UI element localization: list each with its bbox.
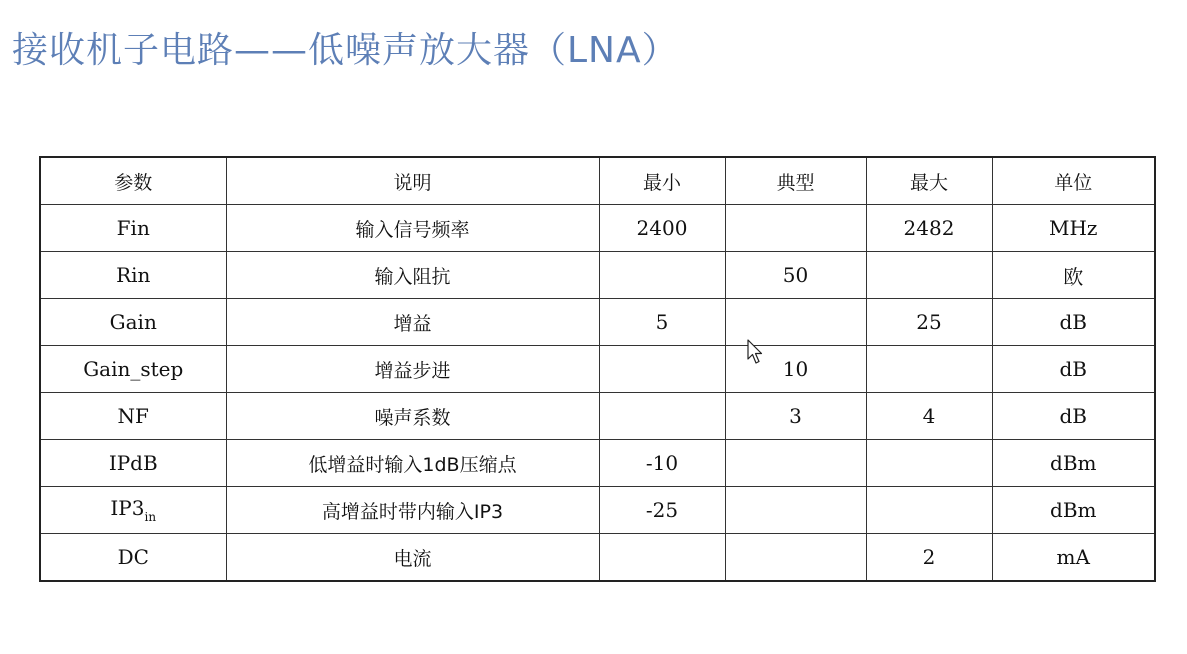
header-min: 最小 xyxy=(599,157,725,205)
cell-min xyxy=(599,393,725,440)
cell-min xyxy=(599,534,725,582)
cell-desc: 噪声系数 xyxy=(226,393,599,440)
cell-min xyxy=(599,252,725,299)
cell-desc: 高增益时带内输入IP3 xyxy=(226,487,599,534)
cell-unit: dBm xyxy=(992,440,1155,487)
cell-max xyxy=(866,252,992,299)
cell-desc: 输入信号频率 xyxy=(226,205,599,252)
param-name: IP3 xyxy=(110,496,145,520)
header-param: 参数 xyxy=(40,157,226,205)
header-unit: 单位 xyxy=(992,157,1155,205)
param-subscript: in xyxy=(144,510,157,524)
table-row xyxy=(40,299,1155,346)
cell-param xyxy=(40,252,226,299)
cell-min xyxy=(599,346,725,393)
param-name: Gain_step xyxy=(83,357,184,381)
table-row xyxy=(40,440,1155,487)
table-row xyxy=(40,393,1155,440)
table-row xyxy=(40,205,1155,252)
cell-typ xyxy=(725,205,866,252)
cell-unit: mA xyxy=(992,534,1155,582)
param-name: Rin xyxy=(116,263,151,287)
header-max: 最大 xyxy=(866,157,992,205)
cell-unit: 欧 xyxy=(992,252,1155,299)
cell-max: 4 xyxy=(866,393,992,440)
cell-unit: dBm xyxy=(992,487,1155,534)
cell-unit: MHz xyxy=(992,205,1155,252)
page-title: 接收机子电路——低噪声放大器（LNA） xyxy=(12,30,679,71)
cell-max xyxy=(866,346,992,393)
table-row xyxy=(40,346,1155,393)
cell-param xyxy=(40,534,226,582)
param-name: IPdB xyxy=(108,451,158,475)
cell-min: -25 xyxy=(599,487,725,534)
param-name: Fin xyxy=(116,216,150,240)
cell-desc: 输入阻抗 xyxy=(226,252,599,299)
cell-min: -10 xyxy=(599,440,725,487)
cell-param xyxy=(40,440,226,487)
cell-desc: 电流 xyxy=(226,534,599,582)
cell-desc: 增益步进 xyxy=(226,346,599,393)
cell-param xyxy=(40,393,226,440)
param-name: NF xyxy=(117,404,149,428)
cell-max: 2482 xyxy=(866,205,992,252)
table-row xyxy=(40,487,1155,534)
cell-max: 25 xyxy=(866,299,992,346)
param-name: DC xyxy=(117,545,149,569)
cell-max xyxy=(866,440,992,487)
cell-min: 2400 xyxy=(599,205,725,252)
table-row xyxy=(40,534,1155,582)
cell-unit: dB xyxy=(992,346,1155,393)
mouse-pointer-icon xyxy=(747,339,765,367)
cell-param xyxy=(40,205,226,252)
cell-max: 2 xyxy=(866,534,992,582)
header-typ: 典型 xyxy=(725,157,866,205)
cell-typ: 10 xyxy=(725,346,866,393)
cell-desc: 低增益时输入1dB压缩点 xyxy=(226,440,599,487)
cell-typ xyxy=(725,440,866,487)
cell-param xyxy=(40,346,226,393)
table-row xyxy=(40,252,1155,299)
cell-unit: dB xyxy=(992,393,1155,440)
cell-param xyxy=(40,299,226,346)
cell-typ xyxy=(725,487,866,534)
table-header-row xyxy=(40,157,1155,205)
table-body xyxy=(40,205,1155,582)
cell-desc: 增益 xyxy=(226,299,599,346)
param-name: Gain xyxy=(109,310,157,334)
cell-typ: 50 xyxy=(725,252,866,299)
cell-max xyxy=(866,487,992,534)
header-desc: 说明 xyxy=(226,157,599,205)
cell-typ xyxy=(725,534,866,582)
cell-typ: 3 xyxy=(725,393,866,440)
spec-table xyxy=(39,156,1156,582)
cell-min: 5 xyxy=(599,299,725,346)
cell-unit: dB xyxy=(992,299,1155,346)
cell-param xyxy=(40,487,226,534)
